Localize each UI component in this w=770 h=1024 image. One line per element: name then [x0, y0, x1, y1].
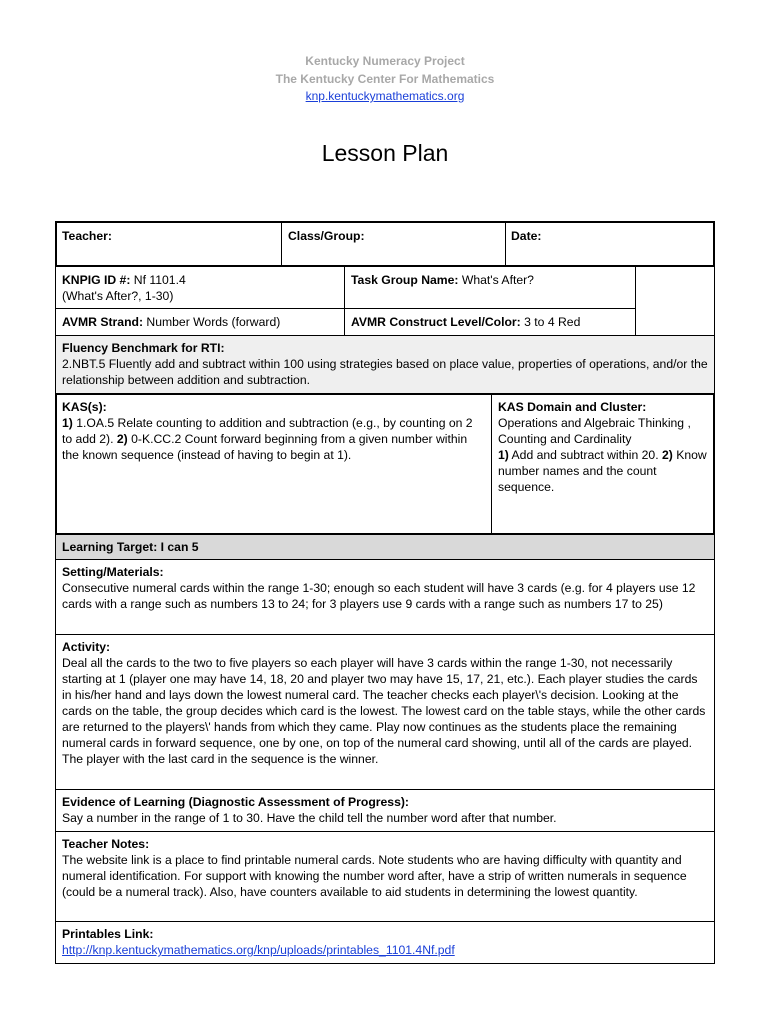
printables: Printables Link: http://knp.kentuckymathematics.org/knp/uploads/printables_1101.4Nf.pdf: [55, 921, 715, 964]
org-website-link[interactable]: knp.kentuckymathematics.org: [305, 89, 465, 103]
knpig-id: KNPIG ID #: Nf 1101.4 (What's After?, 1-30): [62, 273, 186, 303]
divider: [55, 308, 636, 309]
setting-materials: Setting/Materials: Consecutive numeral cards within the range 1-30; enough so each student will have 3 cards (e.g. for 4 players use 12 cards with a range such as numbers 13 to 24; for 3 players use 9 cards with a range such as numbers 17 to 25): [55, 559, 715, 635]
divider: [491, 394, 492, 534]
date-label: Date:: [511, 229, 542, 243]
org-subtitle: The Kentucky Center For Mathematics: [275, 72, 495, 86]
avmr-construct: AVMR Construct Level/Color: 3 to 4 Red: [351, 315, 581, 329]
class-group-label: Class/Group:: [288, 229, 365, 243]
avmr-strand: AVMR Strand: Number Words (forward): [62, 315, 281, 329]
evidence-of-learning: Evidence of Learning (Diagnostic Assessment of Progress): Say a number in the range of 1 to 30. Have the child tell the number word after that number.: [55, 789, 715, 832]
printables-link[interactable]: http://knp.kentuckymathematics.org/knp/uploads/printables_1101.4Nf.pdf: [62, 943, 455, 957]
teacher-notes: Teacher Notes: The website link is a place to find printable numeral cards. Note students who are having difficulty with quantity and numeral identification. For support with knowing the number word after, have a strip of written numerals in sequence (could be a numeral track). Also, have counters available to aid students in determining the lowest quantity.: [55, 831, 715, 922]
org-name: Kentucky Numeracy Project: [305, 54, 465, 68]
activity: Activity: Deal all the cards to the two to five players so each player will have 3 cards within the range 1-30, not necessarily starting at 1 (player one may have 14, 18, 20 and player two may have 15, 17, 21, etc.). Each player studies the cards in his/her hand and lays down the lowest numeral card. The teacher checks each player\'s decision. Looking at the cards on the table, the group decides which card is the lowest. The lowest card on the table stays, while the other cards are returned to the players\' hands from which they came. Play now continues as the students place the remaining numeral cards in forward sequence, one by one, on top of the numeral card showing, until all of the cards are played. The player with the last card in the sequence is the winner.: [55, 634, 715, 790]
divider: [505, 222, 506, 266]
task-group-name: Task Group Name: What's After?: [351, 273, 534, 287]
teacher-label: Teacher:: [62, 229, 112, 243]
kas-domain-cluster: KAS Domain and Cluster: Operations and Algebraic Thinking , Counting and Cardinality 1) Add and subtract within 20. 2) Know number names and the count sequence.: [498, 400, 707, 494]
info-side-cell: [635, 266, 715, 336]
kas-standards: KAS(s): 1) 1.OA.5 Relate counting to addition and subtraction (e.g., by counting on 2 to add 2). 2) 0-K.CC.2 Count forward beginning from a given number within the known sequence (instead of having to begin at 1).: [62, 400, 473, 462]
fluency-benchmark: Fluency Benchmark for RTI: 2.NBT.5 Fluently add and subtract within 100 using strategies based on place value, properties of operations, and/or the relationship between addition and subtraction.: [55, 335, 715, 394]
page-title: Lesson Plan: [321, 140, 449, 166]
divider: [281, 222, 282, 266]
top-row: [55, 221, 715, 267]
divider: [344, 266, 345, 336]
learning-target: Learning Target: I can 5: [55, 534, 715, 560]
